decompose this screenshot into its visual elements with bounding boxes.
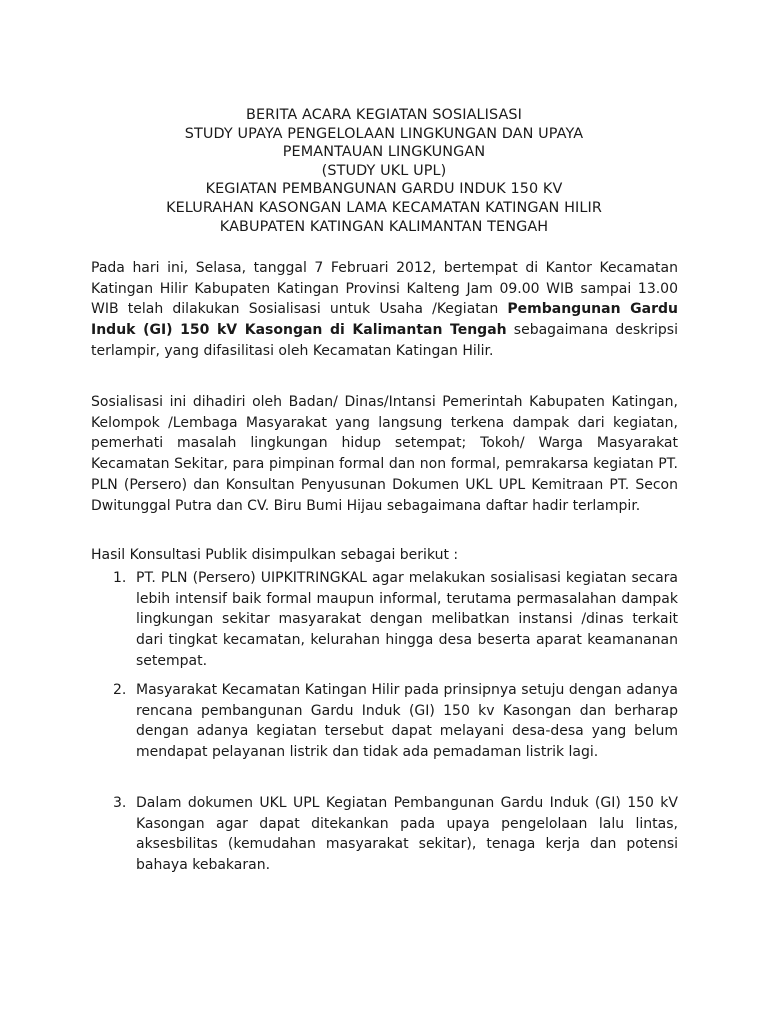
- list-item: [91, 568, 678, 672]
- list-item: [91, 793, 678, 876]
- paragraph-opening-rest: sebagaimana deskripsi terlampir, yang difasilitasi oleh Kecamatan Katingan Hilir.: [91, 322, 678, 359]
- list-item-number: 1.: [113, 570, 127, 586]
- title-line-1: BERITA ACARA KEGIATAN SOSIALISASI: [246, 107, 522, 123]
- title-line-3: PEMANTAUAN LINGKUNGAN: [282, 144, 486, 161]
- paragraph-conclusion-intro-text: Hasil Konsultasi Publik disimpulkan sebagai berikut :: [91, 547, 459, 563]
- list-item-text: PT. PLN (Persero) UIPKITRINGKAL agar melakukan sosialisasi kegiatan secara lebih intensif baik formal maupun informal, terutama permasalahan dampak lingkungan sekitar masyarakat dengan melibatkan instansi /dinas terkait dari tingkat kecamatan, kelurahan hingga desa beserta aparat keamananan setempat.: [136, 570, 678, 669]
- title-line-7: KABUPATEN KATINGAN KALIMANTAN TENGAH: [219, 218, 549, 235]
- paragraph-attendees: [91, 392, 678, 516]
- list-item: [91, 680, 678, 763]
- paragraph-conclusion-intro: [91, 545, 678, 566]
- list-item-number: 2.: [113, 682, 127, 698]
- document-title: [60, 106, 708, 236]
- paragraph-opening-intro: Pada hari ini, Selasa, tanggal 7 Februari 2012, bertempat di Kantor Kecamatan Katingan Hilir Kabupaten Katingan Provinsi Kalteng Jam 09.00 WIB sampai 13.00 WIB telah dilakukan Sosialisasi untuk Usaha /Kegiatan: [91, 260, 678, 318]
- title-line-5: KEGIATAN PEMBANGUNAN GARDU INDUK 150 KV: [205, 181, 563, 198]
- project-name-bold: Pembangunan Gardu Induk (GI) 150 kV Kasongan di Kalimantan Tengah: [91, 301, 678, 339]
- paragraph-opening-text: [91, 258, 678, 362]
- list-item-text: Dalam dokumen UKL UPL Kegiatan Pembangunan Gardu Induk (GI) 150 kV Kasongan agar dapat ditekankan pada upaya pengelolaan lalu lintas, aksesbilitas (kemudahan masyarakat sekitar), tenaga kerja dan potensi bahaya kebakaran.: [136, 795, 678, 874]
- title-line-6: KELURAHAN KASONGAN LAMA KECAMATAN KATINGAN HILIR: [166, 199, 602, 216]
- paragraph-attendees-text: Sosialisasi ini dihadiri oleh Badan/ Dinas/Intansi Pemerintah Kabupaten Katingan, Kelompok /Lembaga Masyarakat yang langsung terkena dampak dari kegiatan, pemerhati masalah lingkungan hidup setempat; Tokoh/ Warga Masyarakat Kecamatan Sekitar, para pimpinan formal dan non formal, pemrakarsa kegiatan PT. PLN (Persero) dan Konsultan Penyusunan Dokumen UKL UPL Kemitraan PT. Secon Dwitunggal Putra dan CV. Biru Bumi Hijau sebagaimana daftar hadir terlampir.: [91, 394, 678, 514]
- list-item-text: Masyarakat Kecamatan Katingan Hilir pada prinsipnya setuju dengan adanya rencana pembangunan Gardu Induk (GI) 150 kv Kasongan dan berharap dengan adanya kegiatan tersebut dapat melayani desa-desa yang belum mendapat pelayanan listrik dan tidak ada pemadaman listrik lagi.: [136, 682, 678, 761]
- title-line-2: STUDY UPAYA PENGELOLAAN LINGKUNGAN DAN UPAYA: [184, 125, 584, 142]
- paragraph-opening: [91, 258, 678, 362]
- list-item-number: 3.: [113, 795, 127, 811]
- title-line-4: (STUDY UKL UPL): [321, 162, 447, 179]
